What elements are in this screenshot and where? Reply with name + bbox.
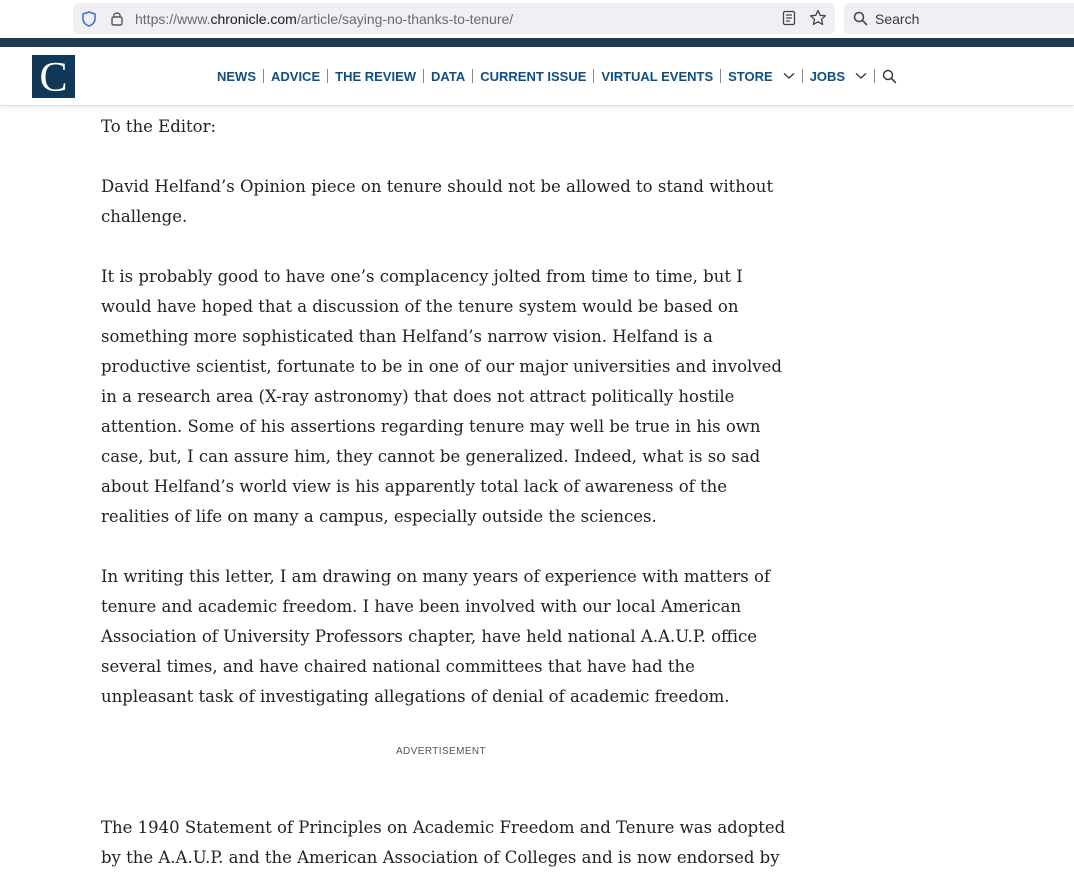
logo-letter: C xyxy=(39,54,68,101)
site-header xyxy=(0,47,1074,106)
nav-jobs-label: JOBS xyxy=(809,68,846,84)
url-text[interactable] xyxy=(135,11,513,27)
site-search-icon[interactable] xyxy=(875,69,904,84)
url-host: chronicle.com xyxy=(210,11,297,27)
lock-icon[interactable] xyxy=(110,10,124,32)
nav-virtual-events[interactable]: VIRTUAL EVENTS xyxy=(601,68,714,84)
nav-data[interactable]: DATA xyxy=(431,68,466,84)
search-icon xyxy=(853,11,868,31)
search-placeholder: Search xyxy=(875,11,920,27)
nav-store[interactable] xyxy=(721,69,802,84)
chevron-down-icon[interactable] xyxy=(783,72,795,80)
star-icon[interactable] xyxy=(809,9,827,32)
reader-view-icon[interactable] xyxy=(782,10,796,31)
browser-search-bar[interactable] xyxy=(844,3,1074,34)
article-paragraph: To the Editor: xyxy=(101,117,217,136)
advertisement-label: ADVERTISEMENT xyxy=(395,746,487,757)
article-body-continued xyxy=(101,813,791,873)
article-paragraph: In writing this letter, I am drawing on many years of experience with matters of tenure and academic freedom. I have been involved with our local American Association of University Professors chapter, have held national A.A.U.P. office several times, and have chaired national committees that have had the unpleasant task of investigating allegations of denial of academic freedom. xyxy=(101,567,771,706)
nav-advice[interactable]: ADVICE xyxy=(271,68,321,84)
main-nav xyxy=(210,47,904,105)
nav-current-issue[interactable]: CURRENT ISSUE xyxy=(480,68,587,84)
nav-the-review[interactable]: THE REVIEW xyxy=(335,68,417,84)
url-path: /article/saying-no-thanks-to-tenure/ xyxy=(296,11,514,27)
article-paragraph: David Helfand’s Opinion piece on tenure should not be allowed to stand without challenge. xyxy=(101,177,774,226)
nav-news[interactable]: NEWS xyxy=(217,68,256,84)
article-body xyxy=(101,112,791,742)
article-paragraph: It is probably good to have one’s complacency jolted from time to time, but I would have hoped that a discussion of the tenure system would be based on something more sophisticated than Helfand’s narrow vision. Helfand is a productive scientist, fortunate to be in one of our major universities and involved in a research area (X-ray astronomy) that does not attract politically hostile attention. Some of his assertions regarding tenure may well be true in his own case, but, I can assure him, they cannot be generalized. Indeed, what is so sad about Helfand’s world view is his apparently total lack of awareness of the realities of life on many a campus, especially outside the sciences. xyxy=(101,267,782,526)
nav-jobs[interactable] xyxy=(803,69,874,84)
site-top-strip xyxy=(0,38,1074,47)
nav-store-label: STORE xyxy=(728,68,773,84)
address-bar[interactable] xyxy=(73,3,835,34)
chevron-down-icon[interactable] xyxy=(855,72,867,80)
article-paragraph: The 1940 Statement of Principles on Academic Freedom and Tenure was adopted by the A.A.U.P. and the American Association of Colleges and is now endorsed by xyxy=(101,818,786,867)
browser-toolbar xyxy=(0,0,1074,38)
url-prefix: https://www. xyxy=(135,11,211,27)
chronicle-logo[interactable] xyxy=(32,54,75,101)
shield-icon[interactable] xyxy=(82,11,96,32)
